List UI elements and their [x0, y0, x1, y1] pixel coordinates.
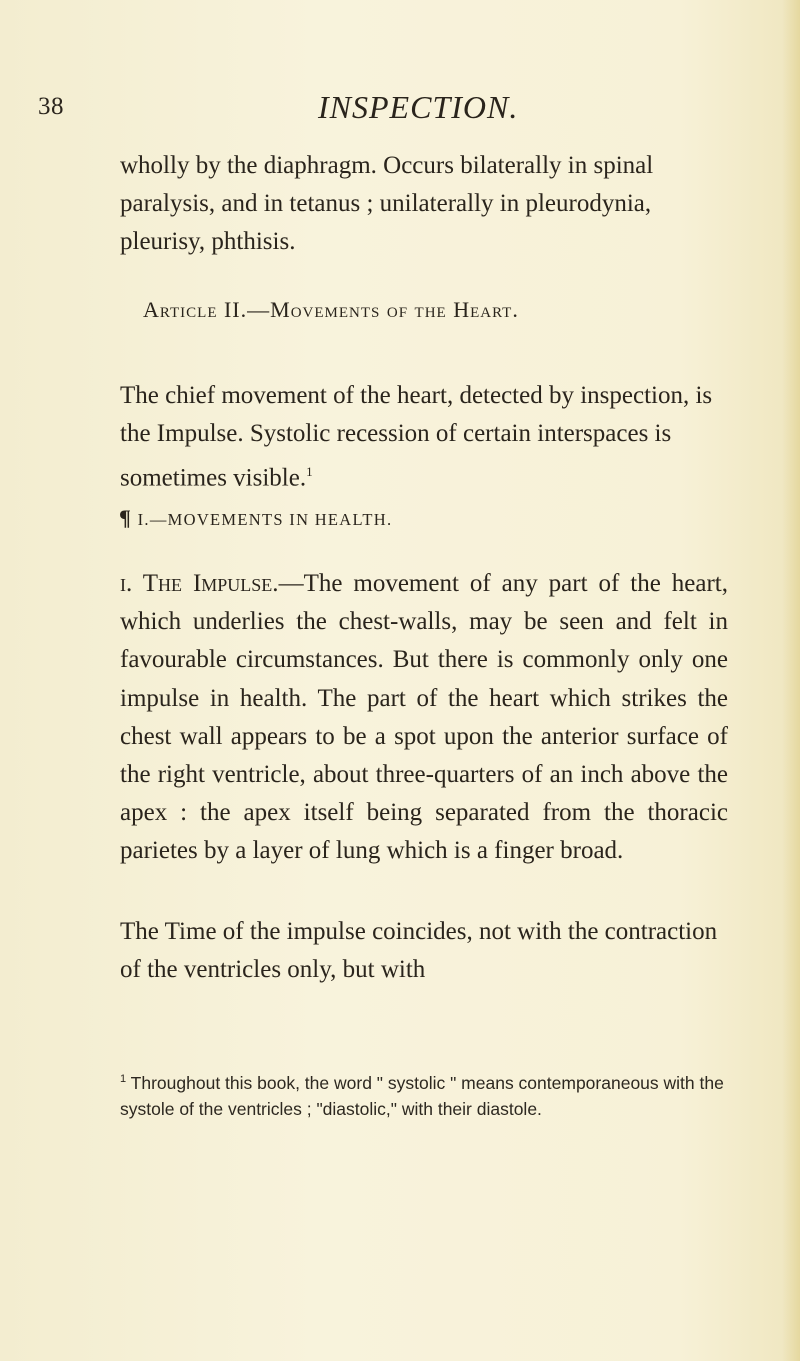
- paragraph-time: [120, 913, 728, 989]
- paragraph-intro: [120, 377, 728, 498]
- subsection-label: I.—MOVEMENTS IN HEALTH.: [137, 510, 393, 529]
- paragraph-impulse: [120, 565, 728, 871]
- paragraph-continued: [120, 147, 728, 262]
- paragraph-intro-wrap: [120, 377, 728, 498]
- paragraph-impulse-wrap: [120, 565, 728, 871]
- footnote-text: Throughout this book, the word " systolic " means contemporaneous with the systole of the ventricles ; "diastolic," with their diastole.: [120, 1072, 724, 1119]
- paragraph-impulse-text: —The movement of any part of the heart, which underlies the chest-walls, may be seen and felt in favourable circumstances. But there is commonly only one impulse in health. The part of the heart which strikes the chest wall appears to be a spot upon the anterior surface of the right ventricle, about three-quarters of an inch above the apex : the apex itself being separated from the thoracic parietes by a layer of lung which is a finger broad.: [120, 570, 728, 865]
- pilcrow-icon: ¶: [119, 505, 133, 530]
- page-header: [0, 89, 800, 133]
- article-heading-text: Article II.—Movements of the Heart.: [143, 297, 519, 322]
- footnote-wrap: [120, 1066, 730, 1122]
- subsection-heading: [119, 505, 392, 531]
- running-head: INSPECTION.: [318, 89, 519, 125]
- paragraph-intro-text: The chief movement of the heart, detected by inspection, is the Impulse. Systolic recession of certain interspaces is sometimes visible.: [120, 382, 713, 492]
- footnote: [120, 1066, 730, 1122]
- page-number: 38: [38, 93, 64, 120]
- paragraph-time-text: The Time of the impulse coincides, not with the contraction of the ventricles only, but with: [120, 918, 718, 984]
- paragraph-text: wholly by the diaphragm. Occurs bilaterally in spinal paralysis, and in tetanus ; unilaterally in pleurodynia, pleurisy, phthisis.: [120, 152, 654, 256]
- footnote-mark: 1: [120, 1073, 127, 1085]
- page-edge-shadow: [782, 0, 800, 1361]
- article-heading: [143, 297, 519, 323]
- paragraph-impulse-lead: i. The Impulse.: [120, 570, 279, 597]
- footnote-reference: 1: [306, 464, 313, 480]
